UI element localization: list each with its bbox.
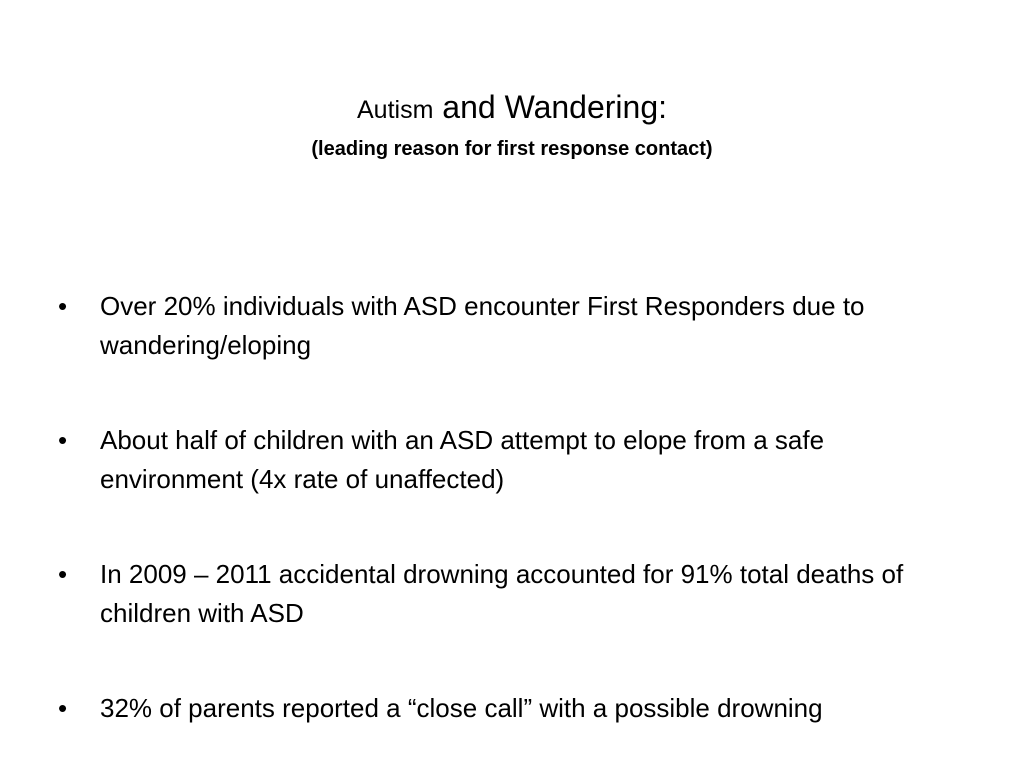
bullet-dot-icon: • <box>58 425 68 455</box>
bullet-dot-icon: • <box>58 693 68 723</box>
bullet-item <box>56 689 956 728</box>
bullet-text: Over 20% individuals with ASD encounter First Responders due to wandering/eloping <box>100 291 865 360</box>
title-block <box>60 88 964 163</box>
bullet-dot-icon: • <box>58 559 68 589</box>
bullet-item <box>56 287 956 365</box>
bullet-list <box>56 287 956 728</box>
slide-subtitle: (leading reason for first response contact) <box>311 138 713 160</box>
bullet-text: About half of children with an ASD attempt to elope from a safe environment (4x rate of unaffected) <box>100 425 825 494</box>
bullet-item <box>56 555 956 633</box>
bullet-text: 32% of parents reported a “close call” with a possible drowning <box>100 693 823 723</box>
bullet-item <box>56 421 956 499</box>
slide-title <box>60 88 964 133</box>
bullet-text: In 2009 – 2011 accidental drowning accounted for 91% total deaths of children with ASD <box>100 559 904 628</box>
bullet-dot-icon: • <box>58 291 68 321</box>
title-word-autism: Autism <box>356 96 434 124</box>
title-and-wandering: and Wandering: <box>433 89 668 125</box>
